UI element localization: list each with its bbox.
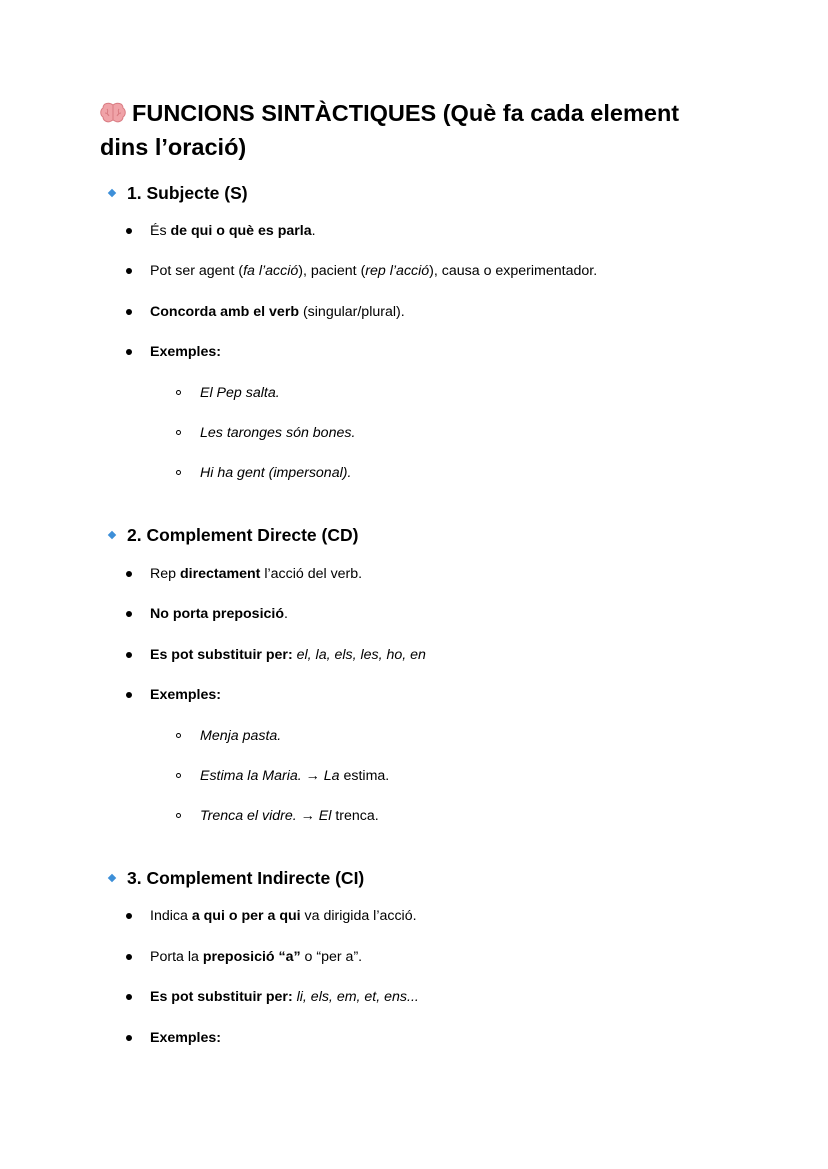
list-item: Exemples:	[150, 685, 221, 705]
circle-bullet-icon	[176, 390, 181, 395]
circle-bullet-icon	[176, 733, 181, 738]
bullet-icon	[126, 652, 132, 658]
example-item: Hi ha gent (impersonal).	[200, 463, 351, 483]
section-heading-complement-directe: 2. Complement Directe (CD)	[109, 524, 358, 546]
bullet-icon	[126, 349, 132, 355]
example-item: Les taronges són bones.	[200, 423, 355, 443]
bullet-icon	[126, 268, 132, 274]
example-item: Trenca el vidre. → El trenca.	[200, 806, 379, 826]
circle-bullet-icon	[176, 470, 181, 475]
diamond-bullet-icon	[108, 531, 116, 539]
bullet-icon	[126, 1035, 132, 1041]
circle-bullet-icon	[176, 813, 181, 818]
bullet-icon	[126, 913, 132, 919]
list-item: Exemples:	[150, 1028, 221, 1048]
list-item: Indica a qui o per a qui va dirigida l’acció.	[150, 906, 417, 926]
title-line-1: FUNCIONS SINTÀCTIQUES (Què fa cada element	[132, 100, 680, 126]
list-item: Pot ser agent (fa l’acció), pacient (rep l’acció), causa o experimentador.	[150, 261, 597, 281]
brain-icon	[100, 102, 126, 124]
bullet-icon	[126, 994, 132, 1000]
bullet-icon	[126, 611, 132, 617]
page-title	[100, 96, 740, 164]
list-item: Es pot substituir per: li, els, em, et, ens...	[150, 987, 419, 1007]
list-item: Rep directament l’acció del verb.	[150, 564, 362, 584]
bullet-icon	[126, 309, 132, 315]
circle-bullet-icon	[176, 773, 181, 778]
bullet-icon	[126, 954, 132, 960]
list-item: És de qui o què es parla.	[150, 221, 316, 241]
section-heading-complement-indirecte: 3. Complement Indirecte (CI)	[109, 867, 364, 889]
title-line-2: dins l’oració)	[100, 134, 247, 160]
bullet-icon	[126, 571, 132, 577]
bullet-icon	[126, 692, 132, 698]
list-item: Exemples:	[150, 342, 221, 362]
diamond-bullet-icon	[108, 189, 116, 197]
example-item: El Pep salta.	[200, 383, 280, 403]
example-item: Menja pasta.	[200, 726, 281, 746]
diamond-bullet-icon	[108, 874, 116, 882]
list-item: Concorda amb el verb (singular/plural).	[150, 302, 405, 322]
list-item: Es pot substituir per: el, la, els, les, ho, en	[150, 645, 426, 665]
list-item: No porta preposició.	[150, 604, 288, 624]
circle-bullet-icon	[176, 430, 181, 435]
example-item: Estima la Maria. → La estima.	[200, 766, 389, 786]
list-item: Porta la preposició “a” o “per a”.	[150, 947, 362, 967]
section-heading-subjecte: 1. Subjecte (S)	[109, 182, 248, 204]
bullet-icon	[126, 228, 132, 234]
